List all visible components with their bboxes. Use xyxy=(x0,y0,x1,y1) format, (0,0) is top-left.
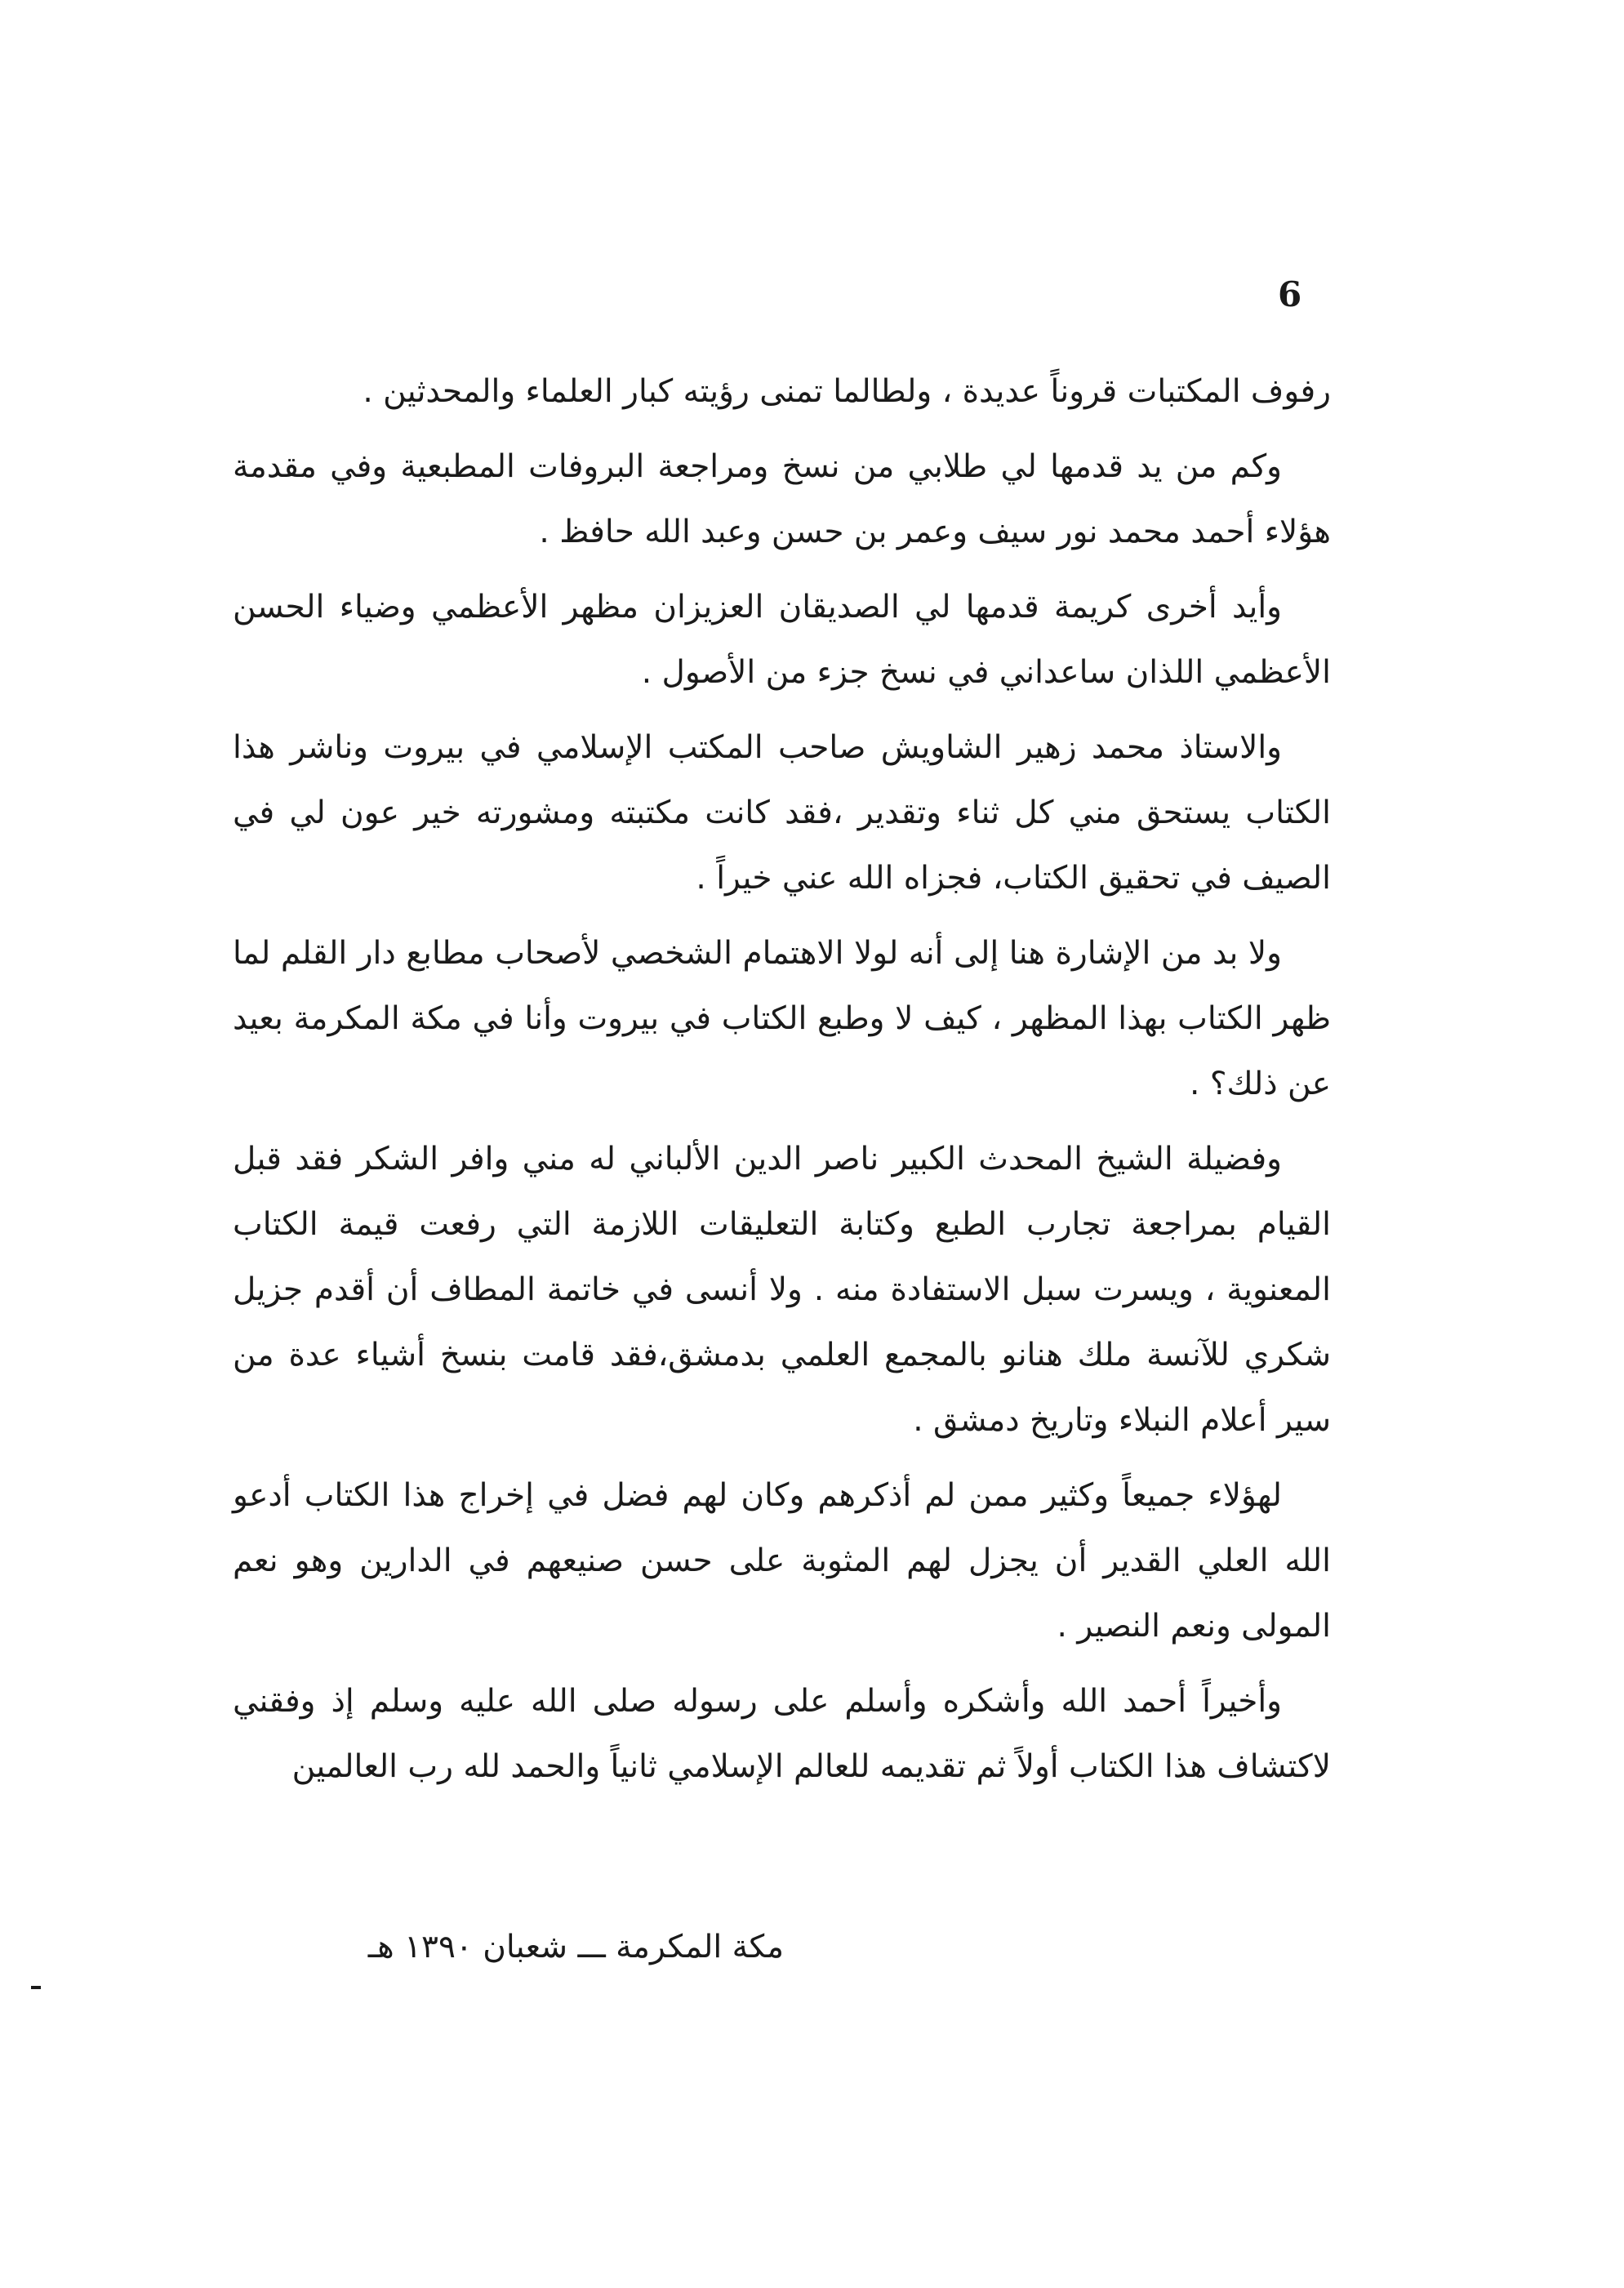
paragraph-7: لهؤلاء جميعاً وكثير ممن لم أذكرهم وكان لهم فضل في إخراج هذا الكتاب أدعو الله العلي القدير أن يجزل لهم المثوبة على حسن صنيعهم في الدارين وهو نعم المولى ونعم النصير . xyxy=(233,1477,1331,1645)
paragraph-2: وكم من يد قدمها لي طلابي من نسخ ومراجعة البروفات المطبعية وفي مقدمة هؤلاء أحمد محمد نور سيف وعمر بن حسن وعبد الله حافظ . xyxy=(233,448,1331,550)
paragraph-3: وأيد أخرى كريمة قدمها لي الصديقان العزيزان مظهر الأعظمي وضياء الحسن الأعظمي اللذان ساعداني في نسخ جزء من الأصول . xyxy=(233,589,1331,691)
place-date-signature: مكة المكرمة ـــ شعبان ١٣٩٠ هـ xyxy=(367,1929,784,1965)
paragraph-8: وأخيراً أحمد الله وأشكره وأسلم على رسوله صلى الله عليه وسلم إذ وفقني لاكتشاف هذا الكتاب أولاً ثم تقديمه للعالم الإسلامي ثانياً والحمد لله رب العالمين xyxy=(233,1683,1331,1785)
paragraph-1: رفوف المكتبات قروناً عديدة ، ولطالما تمنى رؤيته كبار العلماء والمحدثين . xyxy=(363,373,1331,410)
paragraph-4: والاستاذ محمد زهير الشاويش صاحب المكتب الإسلامي في بيروت وناشر هذا الكتاب يستحق مني كل ثناء وتقدير ،فقد كانت مكتبته ومشورته خير عون لي في الصيف في تحقيق الكتاب، فجزاه الله عني خيراً . xyxy=(233,729,1331,897)
paragraph-5: ولا بد من الإشارة هنا إلى أنه لولا الاهتمام الشخصي لأصحاب مطابع دار القلم لما ظهر الكتاب بهذا المظهر ، كيف لا وطبع الكتاب في بيروت وأنا في مكة المكرمة بعيد عن ذلك؟ . xyxy=(233,935,1331,1102)
paragraph-6: وفضيلة الشيخ المحدث الكبير ناصر الدين الألباني له مني وافر الشكر فقد قبل القيام بمراجعة تجارب الطبع وكتابة التعليقات اللازمة التي رفعت قيمة الكتاب المعنوية ، ويسرت سبل الاستفادة منه . ولا أنسى في خاتمة المطاف أن أقدم جزيل شكري للآنسة ملك هنانو بالمجمع العلمي بدمشق،فقد قامت بنسخ أشياء عدة من سير أعلام النبلاء وتاريخ دمشق . xyxy=(233,1141,1331,1439)
body-text xyxy=(233,359,1331,1809)
page-number: 6 xyxy=(1278,274,1302,314)
margin-mark xyxy=(31,1986,41,1989)
